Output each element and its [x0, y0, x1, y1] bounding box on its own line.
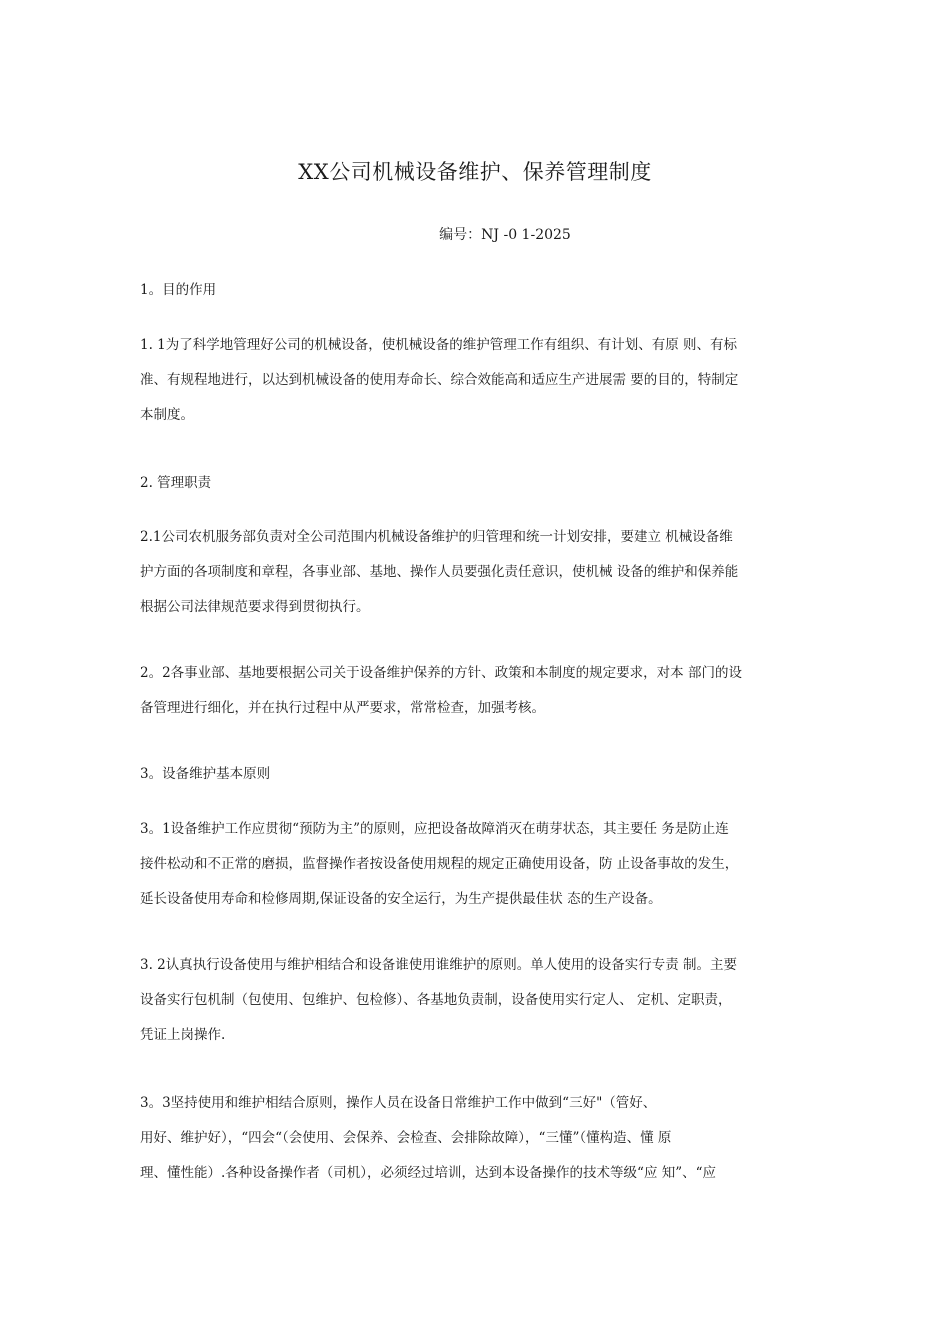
- paragraph-1-1: [140, 328, 816, 433]
- paragraph-line: 3。3坚持使用和维护相结合原则，操作人员在设备日常维护工作中做到“三好"（管好、: [140, 1095, 657, 1111]
- paragraph-3-2: [140, 948, 816, 1053]
- section-heading-3: 3。设备维护基本原则: [140, 766, 271, 782]
- paragraph-line: 护方面的各项制度和章程，各事业部、基地、操作人员要强化责任意识，使机械 设备的维护和保养能: [140, 564, 739, 580]
- document-title: XX公司机械设备维护、保养管理制度: [298, 160, 652, 184]
- section-heading-1: 1。目的作用: [140, 282, 217, 298]
- paragraph-line: 2.1公司农机服务部负责对全公司范围内机械设备维护的归管理和统一计划安排，要建立 机械设备维: [140, 529, 733, 545]
- paragraph-line: 3. 2认真执行设备使用与维护相结合和设备谁使用谁维护的原则。单人使用的设备实行专责 制。主要: [140, 957, 738, 973]
- paragraph-line: 设备实行包机制（包使用、包维护、包检修）、各基地负责制，设备使用实行定人、 定机、定职责，: [140, 992, 732, 1008]
- paragraph-line: 理、懂性能）.各种设备操作者（司机），必须经过培训，达到本设备操作的技术等级“应 知”、“应: [140, 1165, 717, 1181]
- document-number: 编号：NJ -0 1-2025: [439, 227, 571, 243]
- paragraph-line: 备管理进行细化，并在执行过程中从严要求，常常检查，加强考核。: [140, 700, 545, 716]
- paragraph-line: 凭证上岗操作.: [140, 1027, 226, 1043]
- paragraph-line: 根据公司法律规范要求得到贯彻执行。: [140, 599, 370, 615]
- paragraph-line: 2。2各事业部、基地要根据公司关于设备维护保养的方针、政策和本制度的规定要求，对本 部门的设: [140, 665, 742, 681]
- paragraph-line: 用好、维护好），“四会“（会使用、会保养、会检查、会排除故障），“三懂”（懂构造、懂 原: [140, 1130, 672, 1146]
- paragraph-line: 准、有规程地进行，以达到机械设备的使用寿命长、综合效能高和适应生产进展需 要的目的，特制定: [140, 372, 739, 388]
- paragraph-3-3: [140, 1086, 816, 1191]
- paragraph-2-1: [140, 520, 816, 625]
- section-heading-2: 2. 管理职责: [140, 475, 212, 491]
- paragraph-line: 本制度。: [140, 407, 194, 423]
- paragraph-line: 延长设备使用寿命和检修周期,保证设备的安全运行，为生产提供最佳状 态的生产设备。: [140, 891, 662, 907]
- paragraph-3-1: [140, 812, 816, 917]
- paragraph-2-2: [140, 656, 816, 726]
- paragraph-line: 接件松动和不正常的磨损，监督操作者按设备使用规程的规定正确使用设备，防 止设备事故的发生，: [140, 856, 739, 872]
- paragraph-line: 3。1设备维护工作应贯彻“预防为主”的原则，应把设备故障消灭在萌芽状态，其主要任 务是防止连: [140, 821, 729, 837]
- paragraph-line: 1. 1为了科学地管理好公司的机械设备，使机械设备的维护管理工作有组织、有计划、有原 则、有标: [140, 337, 738, 353]
